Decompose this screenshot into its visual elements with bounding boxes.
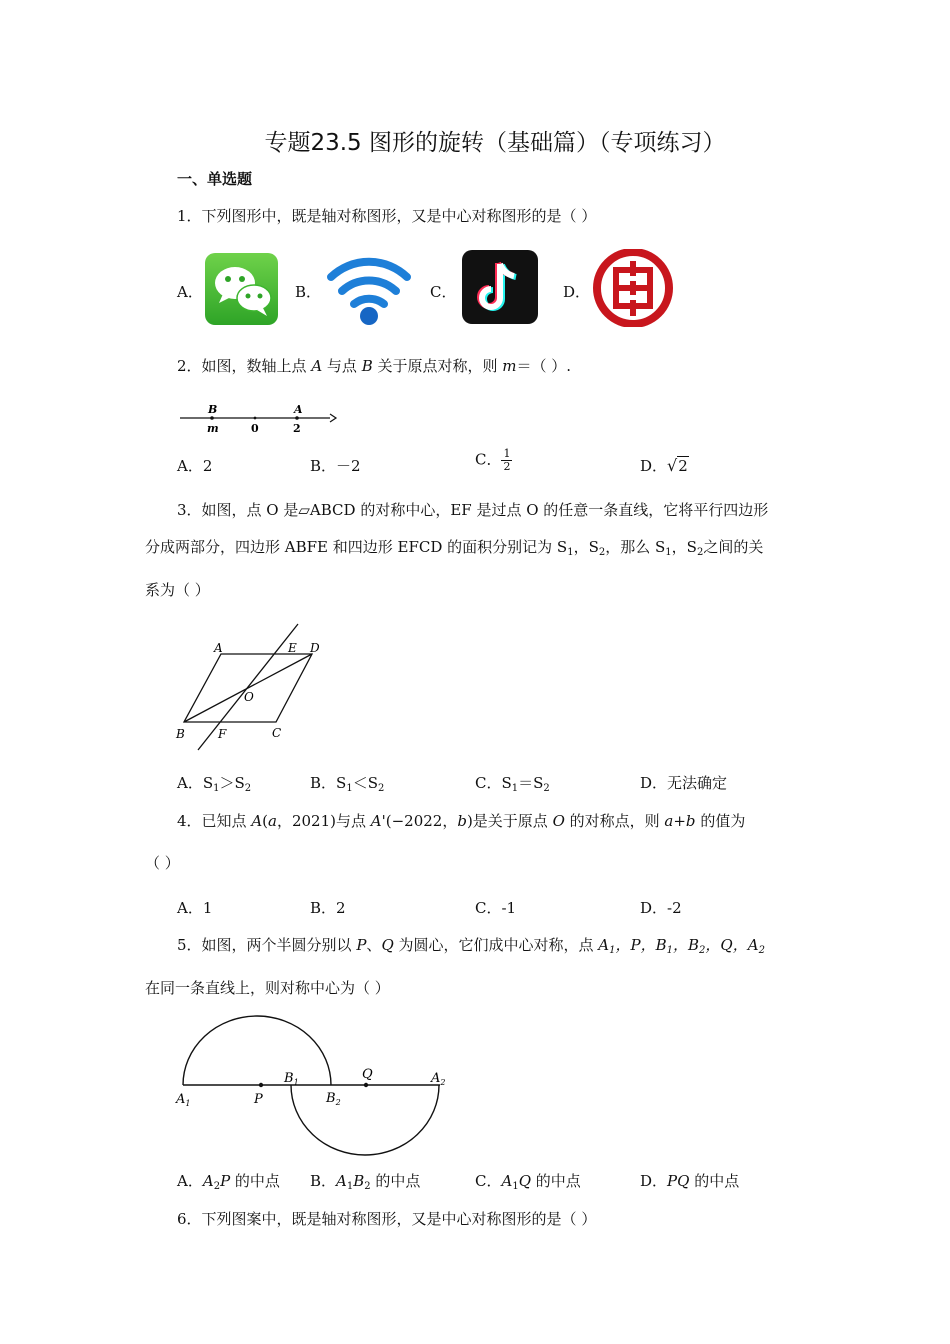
q1-option-b-label: B． [295,283,322,301]
question-3-line-2: 分成两部分，四边形 ABFE 和四边形 EFCD 的面积分别记为 $S_1$，$S_2$，那么 $S_1$，$S_2$之间的关 [145,538,764,558]
q1-option-a-label: A． [177,283,203,301]
fig-label-Q: Q [362,1067,373,1082]
q5-option-a: A．$A_2P$ 的中点 [177,1172,280,1192]
question-6-text: 6．下列图案中，既是轴对称图形，又是中心对称图形的是（ ） [177,1210,597,1228]
fig-label-zero: 0 [251,422,259,435]
question-2-text: 2．如图，数轴上点 A 与点 B 关于原点对称，则 m＝（ ）. [177,357,572,375]
q4-option-d: D．-2 [640,899,682,917]
q2-option-a: A．2 [177,457,213,475]
fig-label-A: A [214,641,223,655]
tiktok-logo-icon [462,250,538,324]
q3-option-c: C．$S_1=S_2$ [475,774,550,794]
fig-label-B: B [208,403,218,416]
question-4-line-2: （ ） [145,854,180,872]
wifi-icon [327,253,411,327]
question-3-line-1: 3．如图，点 O 是▱ABCD 的对称中心，EF 是过点 O 的任意一条直线，它将平行四边形 [177,501,769,519]
fig-label-A2: $A_2$ [431,1071,446,1087]
q5-option-c: C．$A_1Q$ 的中点 [475,1172,581,1192]
sqrt-symbol: √ [667,456,678,475]
question-1-text: 1．下列图形中，既是轴对称图形，又是中心对称图形的是（ ） [177,207,597,225]
fig-label-B2: $B_2$ [326,1091,341,1107]
fig-label-O: O [244,690,254,704]
q2-option-b: B．－2 [310,457,361,475]
q2-option-d: D．√2 [640,456,688,475]
q1-option-c-label: C． [430,283,457,301]
q3-option-a: A．$S_1>S_2$ [177,774,252,794]
fig-label-m: m [207,422,219,435]
icbc-logo-icon [592,249,674,327]
q3-option-d: D．无法确定 [640,774,728,792]
q5-option-b: B．$A_1B_2$ 的中点 [310,1172,421,1192]
fig-label-B: B [176,727,185,741]
fig-label-D: D [310,641,320,655]
q5-option-d: D．PQ 的中点 [640,1172,740,1190]
semicircles-figure [172,1010,462,1160]
fig-label-B1: $B_1$ [284,1071,299,1087]
question-4-line-1: 4．已知点 A(a，2021)与点 A'(−2022，b)是关于原点 O 的对称点，则 a+b 的值为 [177,812,746,830]
fig-label-C: C [272,726,282,740]
question-5-line-1: 5．如图，两个半圆分别以 P、Q 为圆心，它们成中心对称，点 $A_1$，P，$B_1$，$B_2$，Q，$A_2$ [177,936,765,956]
fig-label-A1: $A_1$ [176,1092,191,1108]
question-3-line-3: 系为（ ） [145,581,210,599]
parallelogram-figure [172,620,332,752]
q4-option-c: C．-1 [475,899,517,917]
fig-label-A: A [294,403,303,416]
q1-option-d-label: D． [563,283,591,301]
fig-label-P: P [254,1092,263,1107]
q3-option-b: B．$S_1<S_2$ [310,774,385,794]
question-5-line-2: 在同一条直线上，则对称中心为（ ） [145,979,390,997]
fraction-one-half: $\frac{1}{2}$ [503,447,511,473]
fig-label-F: F [218,727,227,741]
q4-option-a: A．1 [177,899,213,917]
section-heading: 一、单选题 [177,170,253,188]
fig-label-two: 2 [293,422,301,435]
q4-option-b: B．2 [310,899,346,917]
q2-option-c: C． $\frac{1}{2}$ [475,447,511,473]
number-line-figure [178,400,340,436]
fig-label-E: E [288,641,297,655]
point-list: $A_1$，P，$B_1$，$B_2$，Q，$A_2$ [598,936,765,956]
page-title: 专题23.5 图形的旋转（基础篇）（专项练习） [264,130,726,156]
wechat-logo-icon [205,253,278,325]
